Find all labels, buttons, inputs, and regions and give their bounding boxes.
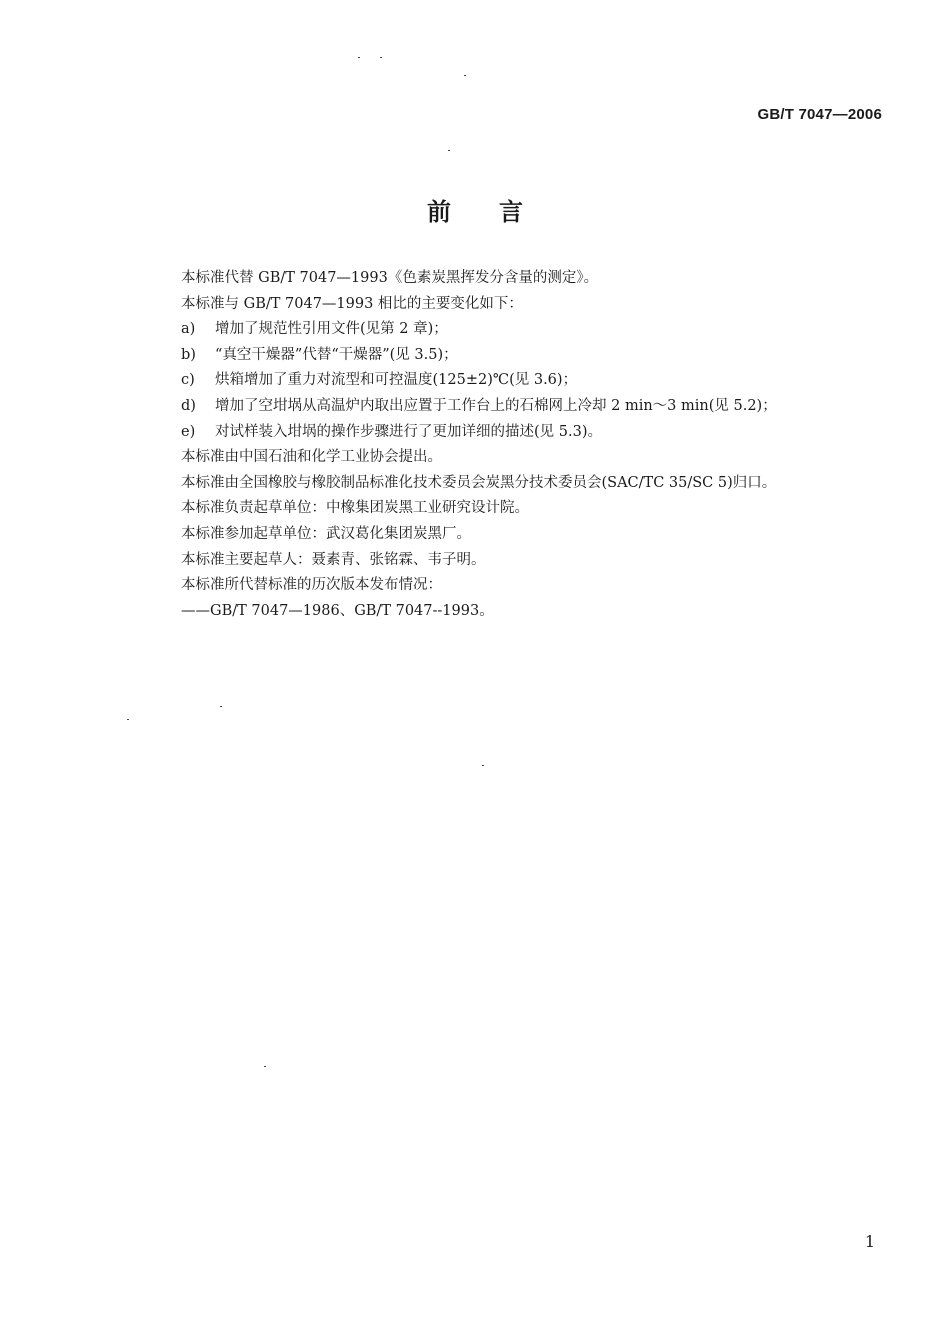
paragraph-text: 本标准参加起草单位：武汉葛化集团炭黑厂。 — [181, 525, 471, 542]
paragraph-text: 本标准代替 GB/T 7047—1993《色素炭黑挥发分含量的测定》。 — [181, 270, 599, 286]
paragraph-text: ——GB/T 7047—1986、GB/T 7047--1993。 — [181, 602, 494, 619]
paragraph — [181, 266, 881, 292]
scan-speck — [380, 57, 382, 58]
scan-speck — [220, 706, 222, 707]
paragraph — [181, 548, 881, 574]
paragraph-text: 本标准所代替标准的历次版本发布情况： — [181, 577, 442, 594]
list-item-label: e) — [181, 423, 196, 440]
list-item-text: “真空干燥器”代替“干燥器”(见 3.5)； — [215, 346, 458, 363]
list-item-text: 对试样装入坩埚的操作步骤进行了更加详细的描述(见 5.3)。 — [215, 423, 602, 440]
scan-speck — [464, 75, 466, 76]
list-item-label: c) — [181, 372, 195, 389]
scan-speck — [482, 765, 484, 766]
paragraph-text: 本标准与 GB/T 7047—1993 相比的主要变化如下： — [181, 295, 523, 312]
foreword-body — [181, 266, 881, 624]
list-item-label: d) — [181, 397, 196, 414]
paragraph-text: 本标准由全国橡胶与橡胶制品标准化技术委员会炭黑分技术委员会(SAC/TC 35/SC 5)归口。 — [181, 474, 777, 491]
list-item — [181, 317, 881, 343]
scan-speck — [264, 1066, 266, 1067]
list-item-text: 烘箱增加了重力对流型和可控温度(125±2)℃(见 3.6)； — [215, 372, 578, 389]
paragraph — [181, 496, 881, 522]
paragraph — [181, 471, 881, 497]
paragraph — [181, 292, 881, 318]
scan-speck — [358, 57, 360, 58]
paragraph — [181, 599, 881, 625]
list-item-label: b) — [181, 346, 196, 363]
list-item-text: 增加了空坩埚从高温炉内取出应置于工作台上的石棉网上冷却 2 min～3 min(见 5.2)； — [215, 397, 777, 414]
scan-speck — [448, 150, 450, 151]
paragraph — [181, 522, 881, 548]
list-item — [181, 394, 881, 420]
scan-speck — [127, 719, 129, 720]
paragraph — [181, 573, 881, 599]
list-item — [181, 420, 881, 446]
page-number: 1 — [864, 1232, 875, 1251]
paragraph-text: 本标准主要起草人：聂素青、张铭霖、韦子明。 — [181, 551, 486, 568]
list-item — [181, 368, 881, 394]
list-item-label: a) — [181, 321, 196, 338]
paragraph — [181, 445, 881, 471]
standard-code: GB/T 7047—2006 — [757, 106, 882, 123]
list-item-text: 增加了规范性引用文件(见第 2 章)； — [215, 321, 448, 338]
page-title: 前言 — [427, 198, 571, 226]
paragraph-text: 本标准由中国石油和化学工业协会提出。 — [181, 449, 442, 466]
paragraph-text: 本标准负责起草单位：中橡集团炭黑工业研究设计院。 — [181, 500, 529, 517]
list-item — [181, 343, 881, 369]
